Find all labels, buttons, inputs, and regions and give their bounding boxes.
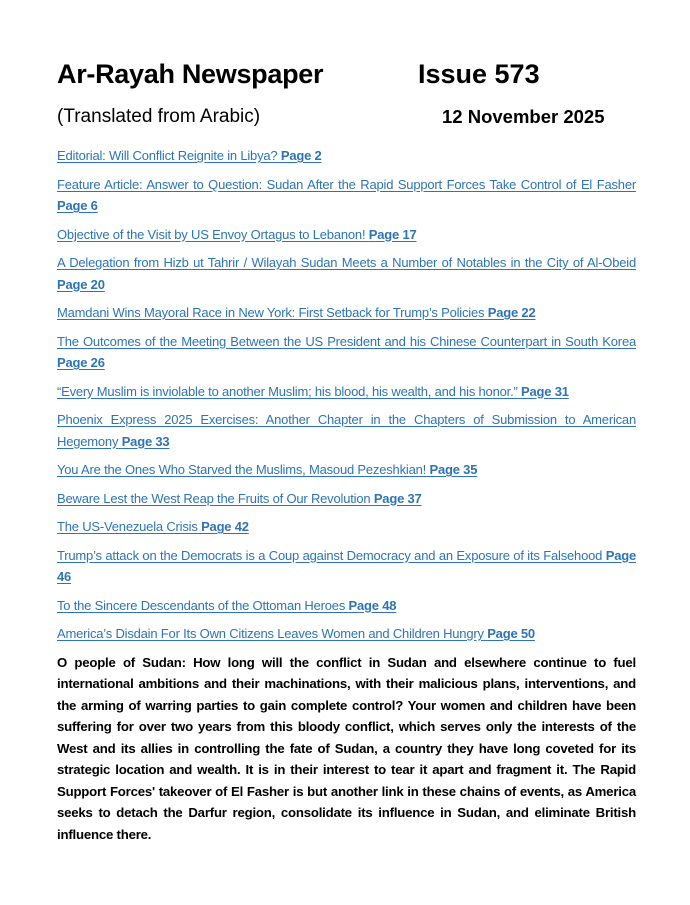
toc-link[interactable] (57, 305, 535, 320)
toc-item (57, 595, 636, 617)
toc-item-page: Page 6 (57, 198, 98, 213)
toc-item-title: Mamdani Wins Mayoral Race in New York: First Setback for Trump’s Policies (57, 305, 485, 320)
toc-item-title: A Delegation from Hizb ut Tahrir / Wilayah Sudan Meets a Number of Notables in the City of Al-Obeid (57, 255, 636, 270)
toc-item-title: “Every Muslim is inviolable to another Muslim; his blood, his wealth, and his honor.” (57, 383, 518, 399)
toc-item-page: Page 35 (429, 462, 478, 477)
toc-link[interactable] (57, 227, 417, 242)
toc-item-page: Page 42 (201, 519, 249, 534)
toc-item-title: America’s Disdain For Its Own Citizens Leaves Women and Children Hungry (57, 626, 484, 641)
toc-link[interactable] (57, 598, 396, 613)
toc-link[interactable] (57, 462, 477, 477)
toc-link[interactable] (57, 519, 249, 534)
toc-item (57, 623, 636, 645)
toc-item (57, 174, 636, 217)
title-row (57, 58, 636, 94)
toc-item-page: Page 46 (57, 547, 636, 584)
toc-link[interactable] (57, 334, 636, 371)
toc-item-page: Page 31 (521, 383, 569, 399)
toc-item-title: You Are the Ones Who Starved the Muslims, Masoud Pezeshkian! (57, 462, 427, 477)
translation-note: (Translated from Arabic) (57, 106, 261, 127)
toc-item-title: Beware Lest the West Reap the Fruits of Our Revolution (57, 490, 371, 506)
toc-item (57, 224, 636, 246)
toc-link[interactable] (57, 255, 636, 292)
toc-link[interactable] (57, 412, 636, 449)
toc-item (57, 331, 636, 374)
toc-item-title: Editorial: Will Conflict Reignite in Libya? (57, 148, 278, 163)
issue-number: Issue 573 (418, 59, 540, 89)
toc-item (57, 252, 636, 295)
toc-item-title: The US-Venezuela Crisis (57, 519, 198, 534)
toc-item-title: Phoenix Express 2025 Exercises: Another Chapter in the Chapters of Submission to American Hegemony (57, 412, 636, 449)
toc-item (57, 145, 636, 167)
toc-item (57, 516, 636, 538)
toc-item-title: The Outcomes of the Meeting Between the US President and his Chinese Counterpart in South Korea (57, 333, 636, 349)
toc-item-title: Feature Article: Answer to Question: Sudan After the Rapid Support Forces Take Control of El Fasher (57, 176, 636, 192)
newspaper-title: Ar-Rayah Newspaper (57, 59, 324, 89)
toc-item-page: Page 2 (280, 148, 322, 163)
toc-link[interactable] (57, 177, 636, 214)
toc-item-page: Page 22 (487, 305, 536, 320)
toc-link[interactable] (57, 626, 535, 641)
toc-item-page: Page 17 (368, 226, 417, 242)
toc-item (57, 302, 636, 324)
toc-item-title: To the Sincere Descendants of the Ottoman Heroes (57, 597, 346, 613)
toc-item (57, 459, 636, 481)
toc-item-page: Page 37 (373, 490, 422, 506)
toc-item (57, 545, 636, 588)
document-header (57, 58, 636, 132)
toc-link[interactable] (57, 548, 636, 585)
toc-item (57, 381, 636, 403)
toc-item-page: Page 26 (57, 355, 105, 370)
toc-item-page: Page 20 (57, 276, 105, 292)
toc-link[interactable] (57, 491, 422, 506)
toc-link[interactable] (57, 384, 569, 399)
toc-item (57, 488, 636, 510)
issue-date: 12 November 2025 (442, 106, 605, 127)
table-of-contents (57, 145, 636, 645)
subtitle-row (57, 104, 636, 132)
toc-item-page: Page 50 (487, 626, 535, 641)
toc-item-title: Trump’s attack on the Democrats is a Coup against Democracy and an Exposure of its Falsehood (57, 547, 603, 563)
toc-item-title: Objective of the Visit by US Envoy Ortagus to Lebanon! (57, 226, 366, 242)
lead-paragraph: O people of Sudan: How long will the conflict in Sudan and elsewhere continue to fuel international ambitions and their machinations, with their malicious plans, interventions, and the arming of warring parties to gain complete control? Your women and children have been suffering for over two years from this bloody conflict, which serves only the interests of the West and its allies in controlling the fate of Sudan, a country they have long coveted for its strategic location and wealth. It is in their interest to tear it apart and fragment it. The Rapid Support Forces' takeover of El Fasher is but another link in these chains of events, as America seeks to detach the Darfur region, consolidate its influence in Sudan, and eliminate British influence there. (57, 654, 636, 842)
toc-link[interactable] (57, 148, 322, 163)
toc-item-page: Page 33 (121, 433, 170, 449)
toc-item (57, 409, 636, 452)
toc-item-page: Page 48 (348, 597, 397, 613)
